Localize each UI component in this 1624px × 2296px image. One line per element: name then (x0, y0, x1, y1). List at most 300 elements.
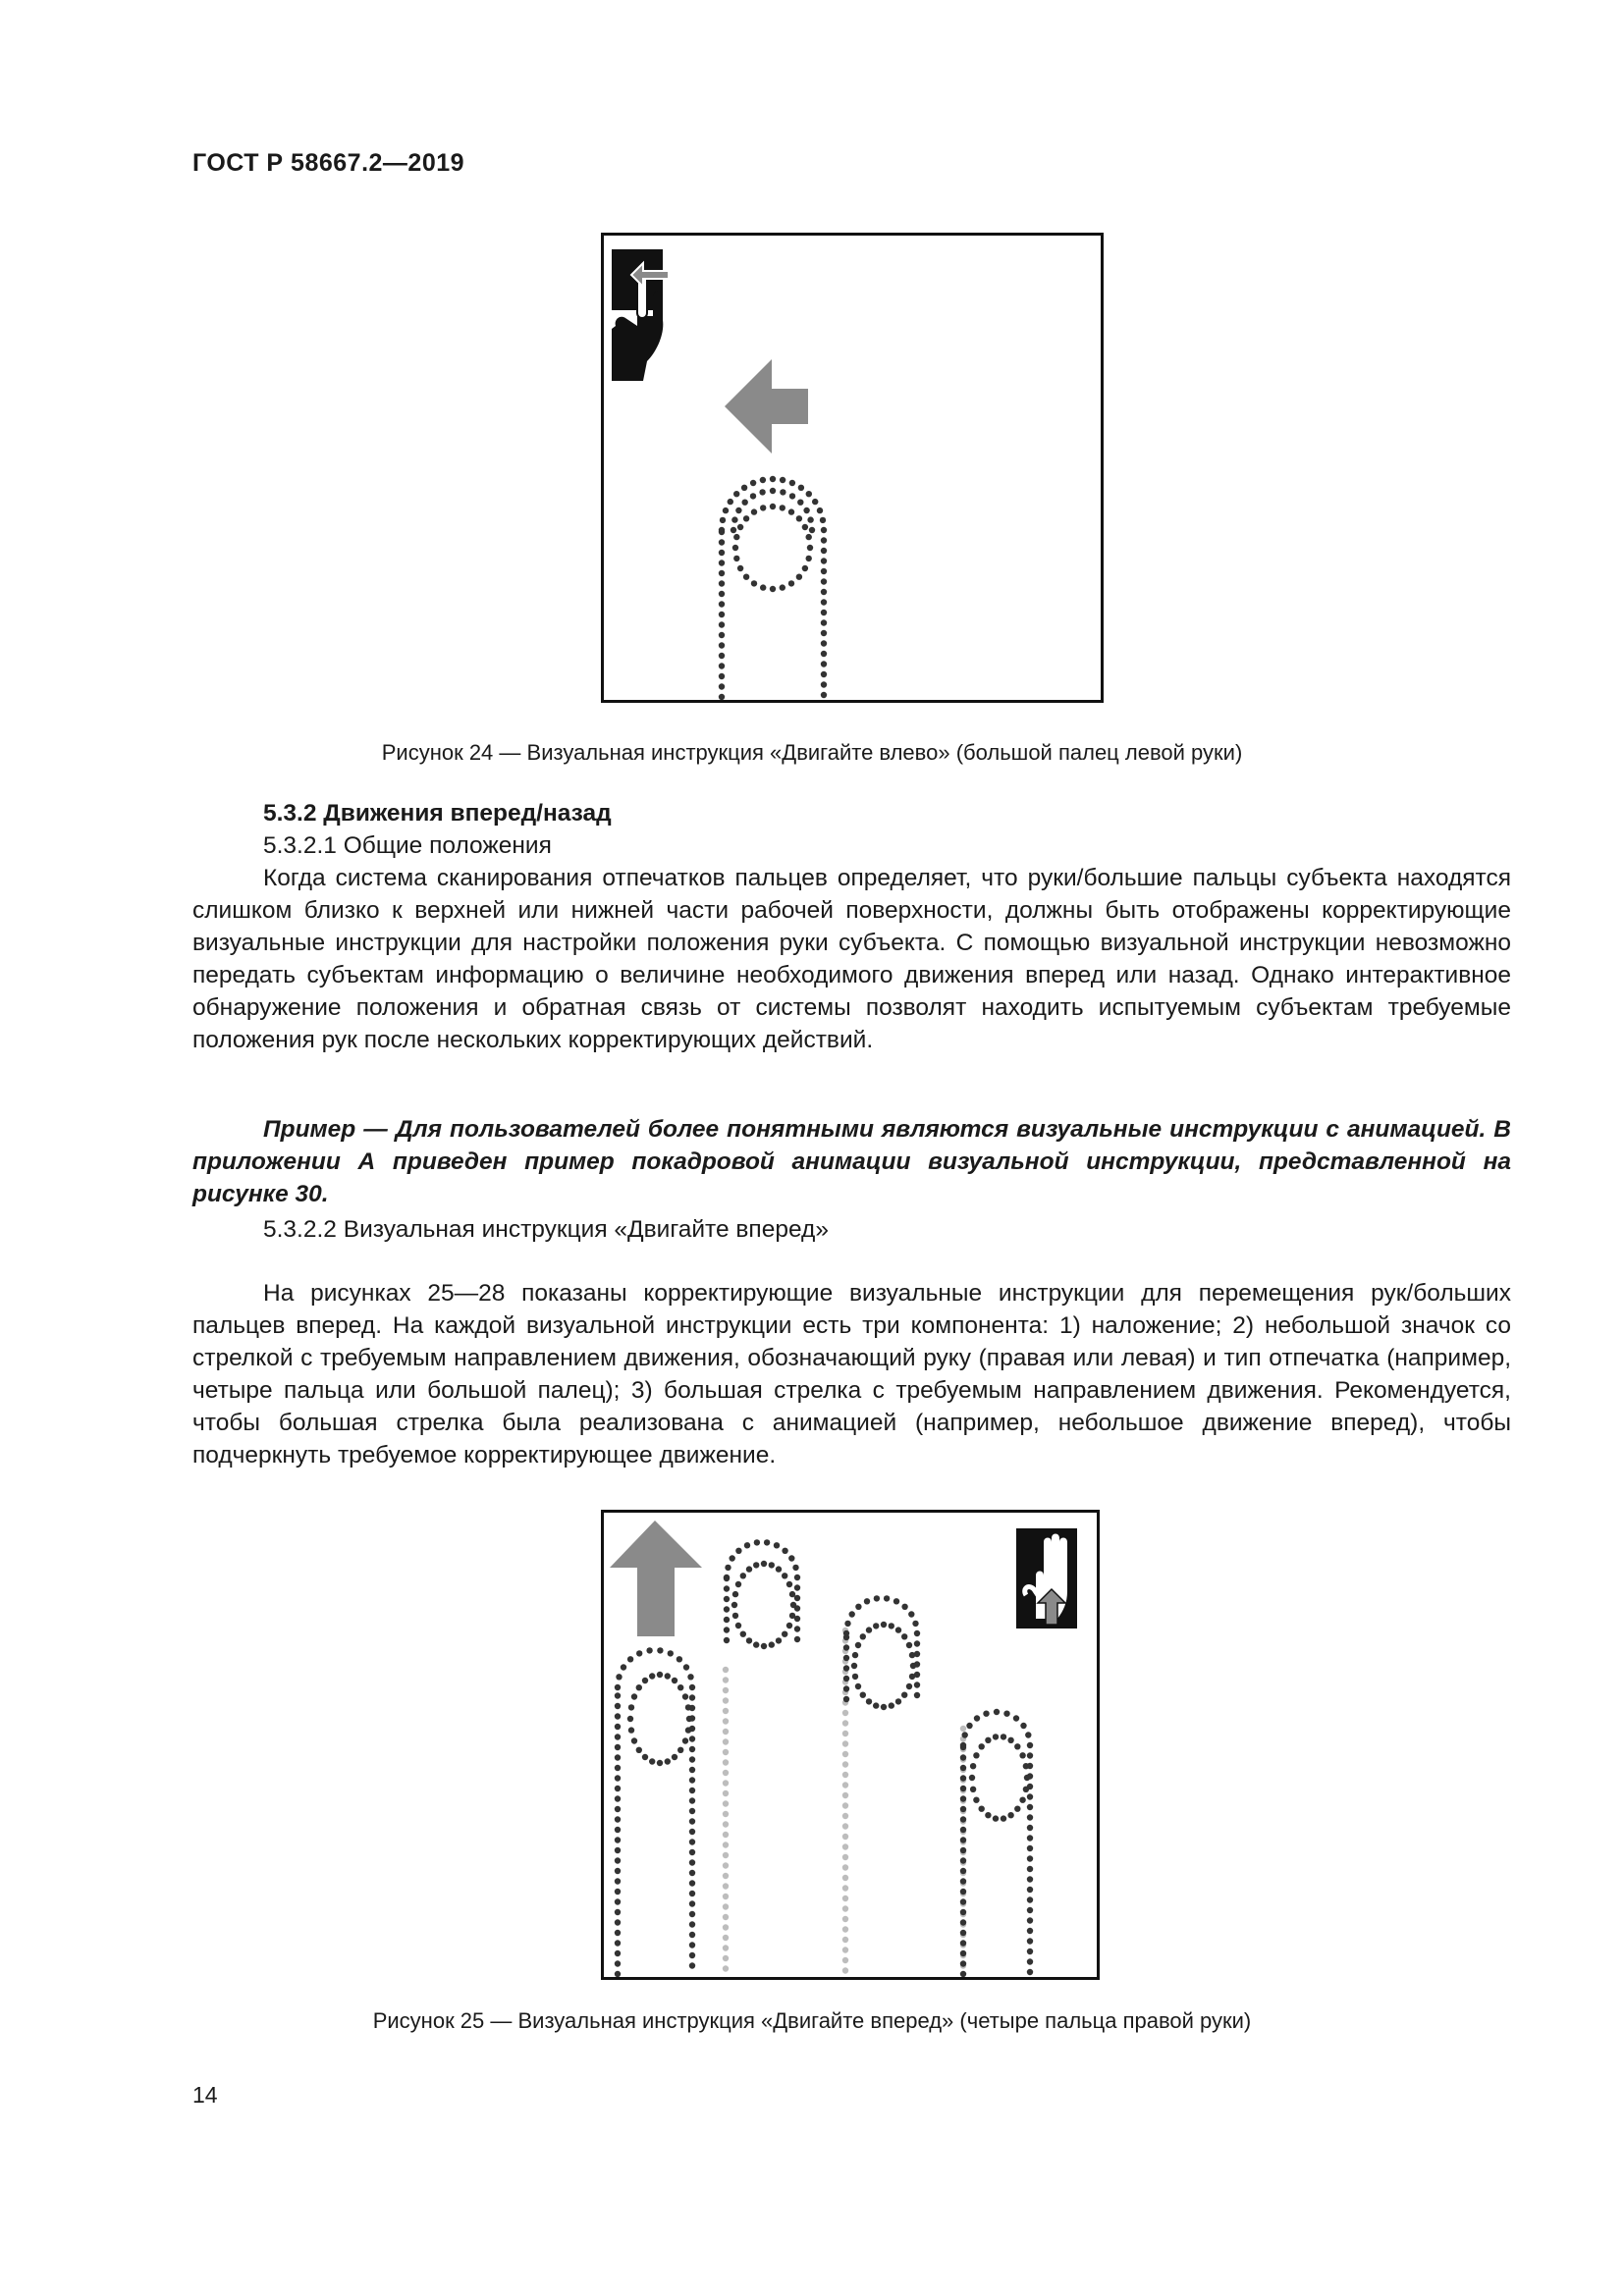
outline-dot (689, 1735, 695, 1741)
section-heading: 5.3.2 Движения вперед/назад (263, 800, 612, 827)
outline-dot (1027, 1793, 1033, 1799)
outline-dot (723, 1759, 729, 1765)
outline-dot (960, 1857, 966, 1863)
outline-dot (615, 1765, 621, 1771)
outline-dot (969, 1775, 975, 1781)
outline-dot (914, 1630, 920, 1636)
outline-dot (685, 1727, 691, 1733)
outline-dot (842, 1843, 848, 1849)
outline-dot (760, 584, 766, 590)
outline-dot (860, 1692, 866, 1698)
outline-dot (689, 1870, 695, 1876)
outline-dot (855, 1642, 861, 1648)
document-header: ГОСТ Р 58667.2—2019 (192, 149, 465, 177)
outline-dot (812, 499, 818, 505)
outline-dot (723, 1903, 729, 1909)
outline-dot (901, 1633, 907, 1639)
outline-dot (615, 1775, 621, 1781)
outline-dot (960, 1837, 966, 1842)
outline-dot (817, 507, 823, 513)
outline-dot (786, 1623, 792, 1629)
outline-dot (615, 1889, 621, 1895)
outline-dot (842, 1813, 848, 1819)
outline-dot (672, 1754, 677, 1760)
outline-dot (731, 1602, 737, 1608)
outline-dot (843, 1665, 849, 1671)
outline-dot (689, 1829, 695, 1835)
outline-dot (912, 1621, 918, 1627)
outline-dot (843, 1696, 849, 1702)
outline-dot (723, 507, 729, 513)
outline-dot (1027, 1752, 1033, 1758)
outline-dot (719, 694, 725, 700)
outline-dot (782, 1548, 787, 1554)
outline-dot (689, 1684, 695, 1690)
outline-dot (753, 1562, 759, 1568)
outline-dot (732, 1613, 738, 1619)
outline-dot (802, 565, 808, 571)
outline-dot (724, 1637, 730, 1643)
outline-dot (615, 1734, 621, 1739)
outline-dot (1003, 1711, 1009, 1717)
outline-dot (1007, 1812, 1013, 1818)
outline-dot (689, 1694, 695, 1700)
outline-dot (615, 1857, 621, 1863)
outline-dot (636, 1650, 642, 1656)
outline-dot (1025, 1732, 1031, 1737)
outline-dot (821, 640, 827, 646)
outline-dot (895, 1627, 901, 1632)
outline-dot (1027, 1917, 1033, 1923)
outline-dot (844, 1621, 850, 1627)
outline-dot (723, 1770, 729, 1776)
outline-dot (750, 493, 756, 499)
outline-dot (723, 1945, 729, 1950)
outline-dot (1027, 1855, 1033, 1861)
outline-dot (889, 1623, 894, 1629)
outline-dot (884, 1595, 890, 1601)
outline-dot (821, 537, 827, 543)
outline-dot (615, 1950, 621, 1956)
outline-dot (1027, 1814, 1033, 1820)
outline-dot (1001, 1815, 1006, 1821)
outline-dot (960, 1940, 966, 1946)
outline-dot (979, 1743, 985, 1749)
outline-dot (723, 1852, 729, 1858)
thumb-outline-dots (719, 476, 827, 700)
outline-dot (842, 1864, 848, 1870)
figure-25-graphic (604, 1513, 1097, 1977)
outline-dot (881, 1704, 887, 1710)
outline-dot (874, 1595, 880, 1601)
outline-dot (794, 1575, 800, 1580)
outline-dot (780, 477, 785, 483)
outline-dot (960, 1742, 966, 1748)
outline-dot (761, 1561, 767, 1567)
outline-dot (627, 1656, 633, 1662)
outline-dot (689, 1942, 695, 1948)
outline-dot (993, 1815, 999, 1821)
outline-dot (843, 1630, 849, 1636)
outline-dot (689, 1788, 695, 1793)
outline-dot (970, 1787, 976, 1792)
outline-dot (842, 1875, 848, 1881)
outline-dot (821, 599, 827, 605)
example-note: Пример — Для пользователей более понятными являются визуальные инструкции с анимацией. В приложении А приведен пример покадровой анимации визуальной инструкции, представленной на рисунке 30. (192, 1116, 1511, 1207)
outline-dot (809, 527, 815, 533)
four-finger-outline-dots (615, 1539, 1033, 1977)
outline-dot (759, 489, 765, 495)
outline-dot (615, 1971, 621, 1977)
outline-dot (744, 1542, 750, 1548)
outline-dot (821, 661, 827, 667)
outline-dot (842, 1720, 848, 1726)
outline-dot (960, 1847, 966, 1853)
outline-dot (723, 1697, 729, 1703)
outline-dot (743, 515, 749, 521)
figure-25-caption: Рисунок 25 — Визуальная инструкция «Двигайте вперед» (четыре пальца правой руки) (372, 2008, 1252, 2033)
outline-dot (665, 1673, 671, 1679)
right-hand-four-fingers-icon (1016, 1528, 1077, 1629)
outline-dot (723, 1883, 729, 1889)
outline-dot (843, 1655, 849, 1661)
outline-dot (796, 515, 802, 521)
outline-dot (723, 1780, 729, 1786)
outline-dot (723, 1677, 729, 1682)
outline-dot (689, 1767, 695, 1773)
outline-dot (873, 1702, 879, 1708)
outline-dot (908, 1611, 914, 1617)
outline-dot (1024, 1775, 1030, 1781)
outline-dot (733, 556, 739, 561)
outline-dot (636, 1684, 642, 1690)
outline-dot (737, 565, 743, 571)
outline-dot (960, 1827, 966, 1833)
paragraph-block (192, 1277, 1511, 1471)
outline-dot (806, 534, 812, 540)
outline-dot (901, 1692, 907, 1698)
figure-24-caption: Рисунок 24 — Визуальная инструкция «Двигайте влево» (большой палец левой руки) (381, 740, 1243, 765)
outline-dot (1027, 1928, 1033, 1934)
outline-dot (770, 488, 776, 494)
outline-dot (719, 570, 725, 576)
outline-dot (1013, 1715, 1019, 1721)
outline-dot (1023, 1763, 1029, 1769)
outline-dot (962, 1732, 968, 1737)
outline-dot (723, 1687, 729, 1693)
outline-dot (842, 1947, 848, 1952)
outline-dot (803, 507, 809, 513)
outline-dot (794, 1636, 800, 1642)
outline-dot (615, 1898, 621, 1904)
outline-dot (723, 1708, 729, 1714)
outline-dot (754, 1539, 760, 1545)
outline-dot (724, 1585, 730, 1591)
outline-dot (689, 1900, 695, 1906)
outline-dot (842, 1772, 848, 1778)
outline-dot (1027, 1887, 1033, 1893)
outline-dot (960, 1909, 966, 1915)
outline-dot (724, 1627, 730, 1632)
outline-dot (1027, 1835, 1033, 1841)
outline-dot (746, 1566, 752, 1572)
outline-dot (616, 1674, 622, 1680)
outline-dot (733, 534, 739, 540)
outline-dot (960, 1889, 966, 1895)
outline-dot (615, 1940, 621, 1946)
outline-dot (723, 1842, 729, 1847)
outline-dot (1020, 1723, 1026, 1729)
outline-dot (852, 1674, 858, 1680)
outline-dot (821, 619, 827, 625)
outline-dot (1027, 1949, 1033, 1954)
outline-dot (615, 1847, 621, 1853)
outline-dot (615, 1837, 621, 1842)
outline-dot (682, 1693, 688, 1699)
outline-dot (642, 1678, 648, 1683)
outline-dot (615, 1960, 621, 1966)
outline-dot (960, 1971, 966, 1977)
outline-dot (782, 1631, 787, 1637)
outline-dot (770, 586, 776, 592)
outline-dot (842, 1957, 848, 1963)
outline-dot (723, 1718, 729, 1724)
outline-dot (615, 1754, 621, 1760)
outline-dot (657, 1672, 663, 1678)
outline-dot (689, 1911, 695, 1917)
outline-dot (689, 1818, 695, 1824)
outline-dot (821, 610, 827, 615)
outline-dot (687, 1674, 693, 1680)
outline-dot (686, 1716, 692, 1722)
outline-dot (719, 673, 725, 679)
outline-dot (719, 580, 725, 586)
outline-dot (615, 1713, 621, 1719)
outline-dot (960, 1919, 966, 1925)
outline-dot (842, 1740, 848, 1746)
outline-dot (794, 1584, 800, 1590)
outline-dot (732, 545, 738, 551)
outline-dot (842, 1937, 848, 1943)
outline-dot (821, 671, 827, 677)
outline-dot (843, 1685, 849, 1691)
outline-dot (994, 1709, 1000, 1715)
outline-dot (895, 1698, 901, 1704)
outline-dot (960, 1726, 966, 1732)
outline-dot (657, 1760, 663, 1766)
outline-dot (960, 1775, 966, 1781)
outline-dot (786, 1581, 792, 1587)
outline-dot (909, 1674, 915, 1680)
outline-dot (842, 1802, 848, 1808)
outline-dot (794, 1595, 800, 1601)
outline-dot (723, 1965, 729, 1971)
outline-dot (914, 1682, 920, 1687)
outline-dot (636, 1747, 642, 1753)
outline-dot (1027, 1804, 1033, 1810)
outline-dot (723, 1955, 729, 1961)
outline-dot (689, 1859, 695, 1865)
outline-dot (615, 1919, 621, 1925)
outline-dot (685, 1704, 691, 1710)
outline-dot (642, 1754, 648, 1760)
outline-dot (719, 632, 725, 638)
outline-dot (914, 1692, 920, 1698)
outline-dot (780, 505, 785, 510)
outline-dot (843, 1644, 849, 1650)
outline-dot (689, 1808, 695, 1814)
outline-dot (730, 1555, 735, 1561)
subsection-5-3-2-2 (192, 1213, 1511, 1246)
outline-dot (960, 1754, 966, 1760)
outline-dot (1027, 1896, 1033, 1902)
outline-dot (615, 1930, 621, 1936)
outline-dot (789, 493, 795, 499)
outline-dot (753, 1641, 759, 1647)
outline-dot (842, 1926, 848, 1932)
outline-dot (860, 1633, 866, 1639)
outline-dot (1001, 1734, 1006, 1739)
outline-dot (649, 1673, 655, 1679)
outline-dot (621, 1664, 626, 1670)
outline-dot (668, 1650, 674, 1656)
outline-dot (746, 1637, 752, 1643)
outline-dot (843, 1676, 849, 1682)
outline-dot (631, 1693, 637, 1699)
outline-dot (794, 1626, 800, 1631)
outline-dot (615, 1795, 621, 1801)
outline-dot (677, 1747, 683, 1753)
outline-dot (682, 1737, 688, 1743)
outline-dot (689, 1746, 695, 1752)
outline-dot (842, 1823, 848, 1829)
outline-dot (627, 1716, 633, 1722)
outline-dot (723, 1749, 729, 1755)
subsection-heading-5-3-2-1: 5.3.2.1 Общие положения (263, 832, 552, 859)
outline-dot (1027, 1866, 1033, 1872)
outline-dot (889, 1702, 894, 1708)
outline-dot (770, 504, 776, 509)
move-left-arrow-icon (725, 359, 808, 454)
outline-dot (728, 499, 733, 505)
outline-dot (770, 476, 776, 482)
paragraph-general: Когда система сканирования отпечатков пальцев определяет, что руки/большие пальцы субъекта находятся слишком близко к верхней или нижней части рабочей поверхности, должны быть отображены корректирующие визуальные инструкции для настройки положения руки субъекта. С помощью визуальной инструкции невозможно передать субъектам информацию о величине необходимого движения вперед или назад. Однако интерактивное обнаружение положения и обратная связь от системы позволят находить испытуемым субъектам требуемые положения рук после нескольких корректирующих действий. (192, 865, 1511, 1053)
outline-dot (960, 1868, 966, 1874)
outline-dot (806, 491, 812, 497)
outline-dot (672, 1678, 677, 1683)
outline-dot (790, 1602, 796, 1608)
outline-dot (615, 1878, 621, 1884)
outline-dot (724, 1606, 730, 1612)
outline-dot (960, 1950, 966, 1956)
outline-dot (960, 1878, 966, 1884)
outline-dot (723, 1894, 729, 1899)
outline-dot (842, 1761, 848, 1767)
outline-dot (821, 630, 827, 636)
outline-dot (665, 1758, 671, 1764)
outline-dot (731, 527, 736, 533)
outline-dot (615, 1868, 621, 1874)
outline-dot (689, 1839, 695, 1844)
outline-dot (821, 568, 827, 574)
outline-dot (719, 601, 725, 607)
outline-dot (615, 1909, 621, 1915)
outline-dot (769, 1562, 775, 1568)
outline-dot (821, 558, 827, 563)
outline-dot (751, 580, 757, 586)
outline-dot (960, 1795, 966, 1801)
outline-dot (628, 1727, 634, 1733)
outline-dot (723, 1811, 729, 1817)
outline-dot (719, 612, 725, 617)
left-thumb-hand-icon (612, 249, 669, 381)
outline-dot (689, 1891, 695, 1896)
outline-dot (689, 1962, 695, 1968)
outline-dot (719, 683, 725, 689)
outline-dot (1023, 1787, 1029, 1792)
outline-dot (797, 500, 803, 506)
outline-dot (970, 1763, 976, 1769)
outline-dot (615, 1786, 621, 1791)
outline-dot (1019, 1797, 1025, 1803)
outline-dot (851, 1663, 857, 1669)
outline-dot (842, 1896, 848, 1901)
outline-dot (789, 480, 795, 486)
outline-dot (893, 1598, 899, 1604)
outline-dot (842, 1751, 848, 1757)
outline-dot (760, 477, 766, 483)
outline-dot (788, 580, 794, 586)
outline-dot (615, 1703, 621, 1709)
outline-dot (615, 1684, 621, 1690)
outline-dot (960, 1930, 966, 1936)
outline-dot (842, 1710, 848, 1716)
outline-dot (719, 663, 725, 668)
outline-dot (960, 1806, 966, 1812)
outline-dot (842, 1967, 848, 1973)
outline-dot (677, 1656, 682, 1662)
outline-dot (723, 1873, 729, 1879)
outline-dot (979, 1806, 985, 1812)
outline-dot (866, 1698, 872, 1704)
outline-dot (821, 578, 827, 584)
outline-dot (842, 1885, 848, 1891)
outline-dot (782, 1573, 787, 1578)
outline-dot (615, 1744, 621, 1750)
outline-dot (1027, 1938, 1033, 1944)
outline-dot (723, 1667, 729, 1673)
outline-dot (689, 1777, 695, 1783)
outline-dot (740, 1573, 746, 1578)
outline-dot (960, 1765, 966, 1771)
outline-dot (724, 1596, 730, 1602)
outline-dot (1007, 1737, 1013, 1743)
outline-dot (731, 516, 737, 522)
outline-dot (628, 1704, 634, 1710)
outline-dot (689, 1921, 695, 1927)
outline-dot (873, 1623, 879, 1629)
outline-dot (719, 539, 725, 545)
outline-dot (1027, 1742, 1033, 1748)
outline-dot (631, 1737, 637, 1743)
outline-dot (615, 1827, 621, 1833)
outline-dot (735, 1623, 741, 1629)
outline-dot (725, 1565, 731, 1571)
outline-dot (849, 1611, 855, 1617)
outline-dot (750, 480, 756, 486)
outline-dot (742, 500, 748, 506)
outline-dot (769, 1641, 775, 1647)
